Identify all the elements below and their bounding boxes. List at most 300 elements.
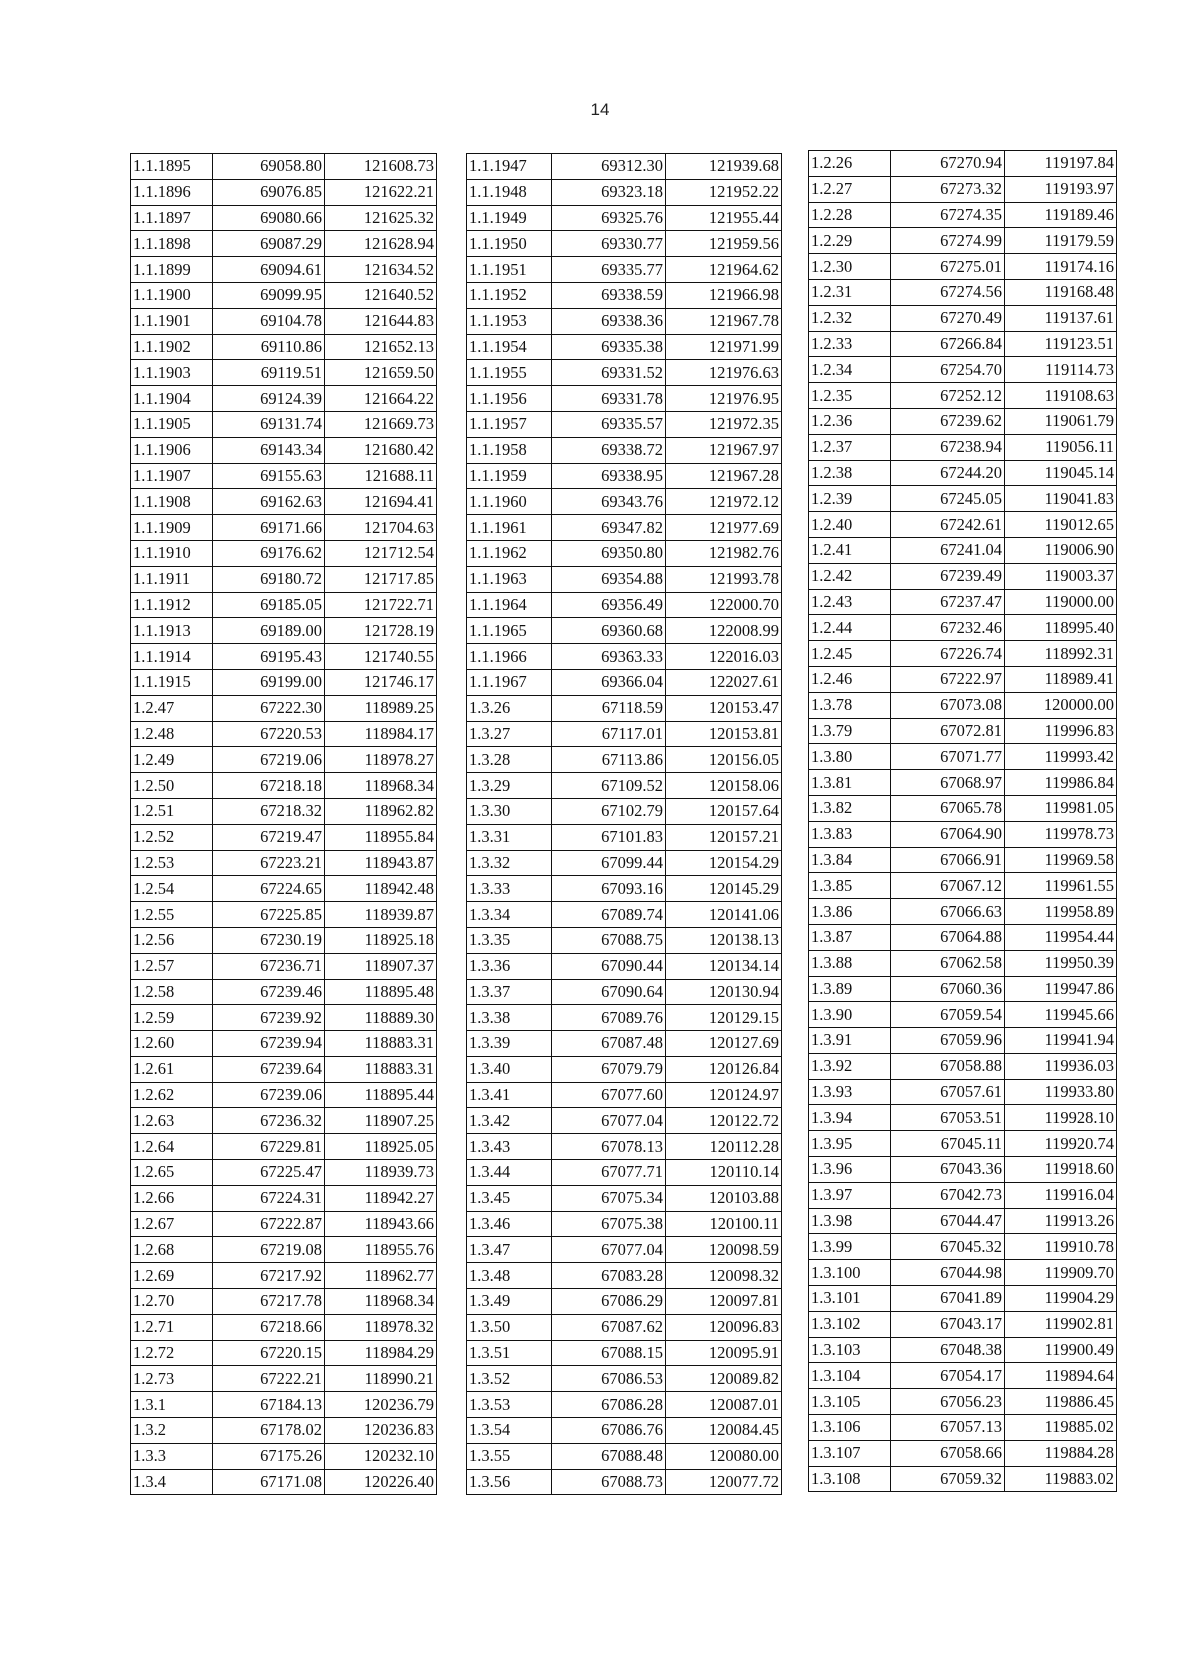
y-coordinate-cell: 120145.29: [666, 876, 782, 902]
x-coordinate-cell: 69155.63: [213, 463, 325, 489]
point-id-cell: 1.3.45: [467, 1185, 552, 1211]
table-row: [131, 566, 437, 592]
table-row: [809, 1079, 1117, 1105]
coordinates-table-1: [130, 153, 437, 1495]
point-id-cell: 1.2.48: [131, 721, 213, 747]
x-coordinate-cell: 69162.63: [213, 489, 325, 515]
x-coordinate-cell: 67043.36: [891, 1157, 1005, 1183]
table-row: [809, 279, 1117, 305]
point-id-cell: 1.2.41: [809, 537, 891, 563]
point-id-cell: 1.1.1915: [131, 669, 213, 695]
table-row: [131, 463, 437, 489]
x-coordinate-cell: 67043.17: [891, 1311, 1005, 1337]
point-id-cell: 1.3.98: [809, 1208, 891, 1234]
y-coordinate-cell: 119933.80: [1005, 1079, 1117, 1105]
table-row: [467, 334, 782, 360]
x-coordinate-cell: 69076.85: [213, 179, 325, 205]
x-coordinate-cell: 67223.21: [213, 850, 325, 876]
y-coordinate-cell: 121694.41: [325, 489, 437, 515]
x-coordinate-cell: 69143.34: [213, 437, 325, 463]
y-coordinate-cell: 119902.81: [1005, 1311, 1117, 1337]
y-coordinate-cell: 118895.48: [325, 979, 437, 1005]
table-row: [809, 1363, 1117, 1389]
table-row: [467, 360, 782, 386]
y-coordinate-cell: 119913.26: [1005, 1208, 1117, 1234]
point-id-cell: 1.2.54: [131, 876, 213, 902]
point-id-cell: 1.2.64: [131, 1134, 213, 1160]
x-coordinate-cell: 67054.17: [891, 1363, 1005, 1389]
y-coordinate-cell: 118889.30: [325, 1005, 437, 1031]
y-coordinate-cell: 120156.05: [666, 747, 782, 773]
point-id-cell: 1.2.39: [809, 486, 891, 512]
x-coordinate-cell: 67226.74: [891, 641, 1005, 667]
y-coordinate-cell: 119137.61: [1005, 305, 1117, 331]
table-row: [467, 927, 782, 953]
point-id-cell: 1.3.99: [809, 1234, 891, 1260]
y-coordinate-cell: 118990.21: [325, 1366, 437, 1392]
x-coordinate-cell: 69171.66: [213, 515, 325, 541]
point-id-cell: 1.3.106: [809, 1415, 891, 1441]
point-id-cell: 1.2.45: [809, 641, 891, 667]
x-coordinate-cell: 67041.89: [891, 1286, 1005, 1312]
table-row: [131, 695, 437, 721]
table-row: [131, 902, 437, 928]
point-id-cell: 1.2.69: [131, 1263, 213, 1289]
x-coordinate-cell: 67077.04: [552, 1108, 666, 1134]
point-id-cell: 1.2.40: [809, 512, 891, 538]
point-id-cell: 1.3.93: [809, 1079, 891, 1105]
y-coordinate-cell: 119993.42: [1005, 744, 1117, 770]
table-row: [131, 1392, 437, 1418]
y-coordinate-cell: 121952.22: [666, 179, 782, 205]
x-coordinate-cell: 67218.66: [213, 1314, 325, 1340]
y-coordinate-cell: 120077.72: [666, 1469, 782, 1495]
point-id-cell: 1.2.50: [131, 773, 213, 799]
point-id-cell: 1.2.46: [809, 666, 891, 692]
y-coordinate-cell: 121971.99: [666, 334, 782, 360]
y-coordinate-cell: 119954.44: [1005, 924, 1117, 950]
table-row: [131, 979, 437, 1005]
y-coordinate-cell: 120236.83: [325, 1418, 437, 1444]
x-coordinate-cell: 67178.02: [213, 1418, 325, 1444]
y-coordinate-cell: 118895.44: [325, 1082, 437, 1108]
y-coordinate-cell: 120138.13: [666, 927, 782, 953]
x-coordinate-cell: 67266.84: [891, 331, 1005, 357]
y-coordinate-cell: 121976.95: [666, 386, 782, 412]
point-id-cell: 1.1.1912: [131, 592, 213, 618]
x-coordinate-cell: 67239.62: [891, 408, 1005, 434]
point-id-cell: 1.3.94: [809, 1105, 891, 1131]
x-coordinate-cell: 67175.26: [213, 1443, 325, 1469]
y-coordinate-cell: 121976.63: [666, 360, 782, 386]
y-coordinate-cell: 118907.37: [325, 953, 437, 979]
table-row: [467, 1366, 782, 1392]
table-row: [467, 1160, 782, 1186]
x-coordinate-cell: 69199.00: [213, 669, 325, 695]
table-row: [467, 154, 782, 180]
y-coordinate-cell: 118978.27: [325, 747, 437, 773]
x-coordinate-cell: 69185.05: [213, 592, 325, 618]
y-coordinate-cell: 119168.48: [1005, 279, 1117, 305]
y-coordinate-cell: 121967.78: [666, 308, 782, 334]
x-coordinate-cell: 67072.81: [891, 718, 1005, 744]
table-row: [809, 692, 1117, 718]
table-row: [809, 615, 1117, 641]
y-coordinate-cell: 118955.84: [325, 824, 437, 850]
y-coordinate-cell: 118939.73: [325, 1160, 437, 1186]
x-coordinate-cell: 67254.70: [891, 357, 1005, 383]
point-id-cell: 1.1.1898: [131, 231, 213, 257]
x-coordinate-cell: 67059.96: [891, 1028, 1005, 1054]
table-row: [467, 669, 782, 695]
x-coordinate-cell: 67086.28: [552, 1392, 666, 1418]
point-id-cell: 1.2.59: [131, 1005, 213, 1031]
y-coordinate-cell: 119886.45: [1005, 1389, 1117, 1415]
point-id-cell: 1.3.102: [809, 1311, 891, 1337]
x-coordinate-cell: 67048.38: [891, 1337, 1005, 1363]
x-coordinate-cell: 67275.01: [891, 254, 1005, 280]
table-row: [131, 540, 437, 566]
table-row: [809, 770, 1117, 796]
x-coordinate-cell: 69331.52: [552, 360, 666, 386]
point-id-cell: 1.3.90: [809, 1002, 891, 1028]
x-coordinate-cell: 67236.71: [213, 953, 325, 979]
point-id-cell: 1.1.1895: [131, 154, 213, 180]
y-coordinate-cell: 121959.56: [666, 231, 782, 257]
table-row: [809, 1028, 1117, 1054]
x-coordinate-cell: 67086.76: [552, 1418, 666, 1444]
x-coordinate-cell: 67239.92: [213, 1005, 325, 1031]
x-coordinate-cell: 67225.85: [213, 902, 325, 928]
x-coordinate-cell: 67067.12: [891, 873, 1005, 899]
x-coordinate-cell: 67222.21: [213, 1366, 325, 1392]
table-row: [131, 1108, 437, 1134]
y-coordinate-cell: 119114.73: [1005, 357, 1117, 383]
table-row: [809, 1182, 1117, 1208]
x-coordinate-cell: 67232.46: [891, 615, 1005, 641]
x-coordinate-cell: 69338.36: [552, 308, 666, 334]
y-coordinate-cell: 119883.02: [1005, 1466, 1117, 1492]
x-coordinate-cell: 67044.98: [891, 1260, 1005, 1286]
point-id-cell: 1.1.1897: [131, 205, 213, 231]
y-coordinate-cell: 118968.34: [325, 773, 437, 799]
table-row: [131, 644, 437, 670]
point-id-cell: 1.3.97: [809, 1182, 891, 1208]
point-id-cell: 1.1.1914: [131, 644, 213, 670]
x-coordinate-cell: 67099.44: [552, 850, 666, 876]
y-coordinate-cell: 121652.13: [325, 334, 437, 360]
table-row: [131, 154, 437, 180]
table-row: [467, 282, 782, 308]
table-row: [809, 357, 1117, 383]
table-row: [467, 618, 782, 644]
table-row: [809, 847, 1117, 873]
table-row: [467, 1031, 782, 1057]
y-coordinate-cell: 121717.85: [325, 566, 437, 592]
x-coordinate-cell: 69338.59: [552, 282, 666, 308]
x-coordinate-cell: 69104.78: [213, 308, 325, 334]
y-coordinate-cell: 119885.02: [1005, 1415, 1117, 1441]
x-coordinate-cell: 67102.79: [552, 798, 666, 824]
x-coordinate-cell: 69312.30: [552, 154, 666, 180]
point-id-cell: 1.3.55: [467, 1443, 552, 1469]
x-coordinate-cell: 67171.08: [213, 1469, 325, 1495]
point-id-cell: 1.1.1956: [467, 386, 552, 412]
y-coordinate-cell: 119189.46: [1005, 202, 1117, 228]
table-row: [131, 282, 437, 308]
y-coordinate-cell: 121982.76: [666, 540, 782, 566]
table-row: [131, 1366, 437, 1392]
y-coordinate-cell: 121966.98: [666, 282, 782, 308]
x-coordinate-cell: 67066.91: [891, 847, 1005, 873]
x-coordinate-cell: 67093.16: [552, 876, 666, 902]
y-coordinate-cell: 120122.72: [666, 1108, 782, 1134]
y-coordinate-cell: 120127.69: [666, 1031, 782, 1057]
point-id-cell: 1.1.1953: [467, 308, 552, 334]
y-coordinate-cell: 120153.47: [666, 695, 782, 721]
x-coordinate-cell: 69176.62: [213, 540, 325, 566]
point-id-cell: 1.2.55: [131, 902, 213, 928]
table-row: [467, 179, 782, 205]
table-row: [809, 537, 1117, 563]
point-id-cell: 1.3.103: [809, 1337, 891, 1363]
table-row: [467, 540, 782, 566]
y-coordinate-cell: 121680.42: [325, 437, 437, 463]
point-id-cell: 1.3.29: [467, 773, 552, 799]
x-coordinate-cell: 67089.76: [552, 1005, 666, 1031]
point-id-cell: 1.3.105: [809, 1389, 891, 1415]
table-row: [131, 1237, 437, 1263]
x-coordinate-cell: 67236.32: [213, 1108, 325, 1134]
x-coordinate-cell: 67086.29: [552, 1289, 666, 1315]
table-row: [467, 1237, 782, 1263]
table-row: [809, 1466, 1117, 1492]
x-coordinate-cell: 67241.04: [891, 537, 1005, 563]
x-coordinate-cell: 69363.33: [552, 644, 666, 670]
table-row: [467, 308, 782, 334]
y-coordinate-cell: 121634.52: [325, 257, 437, 283]
x-coordinate-cell: 67077.71: [552, 1160, 666, 1186]
table-row: [131, 824, 437, 850]
y-coordinate-cell: 122027.61: [666, 669, 782, 695]
point-id-cell: 1.1.1909: [131, 515, 213, 541]
table-row: [131, 721, 437, 747]
x-coordinate-cell: 67101.83: [552, 824, 666, 850]
y-coordinate-cell: 118992.31: [1005, 641, 1117, 667]
x-coordinate-cell: 69080.66: [213, 205, 325, 231]
x-coordinate-cell: 67075.34: [552, 1185, 666, 1211]
point-id-cell: 1.2.52: [131, 824, 213, 850]
y-coordinate-cell: 121972.35: [666, 411, 782, 437]
y-coordinate-cell: 119000.00: [1005, 589, 1117, 615]
y-coordinate-cell: 121669.73: [325, 411, 437, 437]
x-coordinate-cell: 69331.78: [552, 386, 666, 412]
point-id-cell: 1.3.86: [809, 899, 891, 925]
x-coordinate-cell: 67217.78: [213, 1289, 325, 1315]
x-coordinate-cell: 69087.29: [213, 231, 325, 257]
y-coordinate-cell: 118883.31: [325, 1031, 437, 1057]
point-id-cell: 1.1.1966: [467, 644, 552, 670]
table-row: [131, 386, 437, 412]
point-id-cell: 1.3.32: [467, 850, 552, 876]
y-coordinate-cell: 120095.91: [666, 1340, 782, 1366]
point-id-cell: 1.2.62: [131, 1082, 213, 1108]
table-row: [131, 1418, 437, 1444]
y-coordinate-cell: 120098.59: [666, 1237, 782, 1263]
point-id-cell: 1.3.38: [467, 1005, 552, 1031]
table-row: [809, 1286, 1117, 1312]
x-coordinate-cell: 67218.18: [213, 773, 325, 799]
point-id-cell: 1.3.107: [809, 1440, 891, 1466]
y-coordinate-cell: 119958.89: [1005, 899, 1117, 925]
y-coordinate-cell: 119012.65: [1005, 512, 1117, 538]
y-coordinate-cell: 121625.32: [325, 205, 437, 231]
table-row: [467, 1005, 782, 1031]
y-coordinate-cell: 118984.17: [325, 721, 437, 747]
y-coordinate-cell: 119197.84: [1005, 151, 1117, 177]
y-coordinate-cell: 119003.37: [1005, 563, 1117, 589]
point-id-cell: 1.1.1913: [131, 618, 213, 644]
point-id-cell: 1.3.56: [467, 1469, 552, 1495]
x-coordinate-cell: 67274.35: [891, 202, 1005, 228]
x-coordinate-cell: 67088.73: [552, 1469, 666, 1495]
x-coordinate-cell: 67087.48: [552, 1031, 666, 1057]
y-coordinate-cell: 120097.81: [666, 1289, 782, 1315]
point-id-cell: 1.2.28: [809, 202, 891, 228]
table-row: [131, 437, 437, 463]
y-coordinate-cell: 118978.32: [325, 1314, 437, 1340]
y-coordinate-cell: 119045.14: [1005, 460, 1117, 486]
y-coordinate-cell: 119006.90: [1005, 537, 1117, 563]
x-coordinate-cell: 67064.90: [891, 821, 1005, 847]
x-coordinate-cell: 67219.06: [213, 747, 325, 773]
table-row: [809, 641, 1117, 667]
point-id-cell: 1.1.1905: [131, 411, 213, 437]
y-coordinate-cell: 121608.73: [325, 154, 437, 180]
point-id-cell: 1.3.41: [467, 1082, 552, 1108]
y-coordinate-cell: 120232.10: [325, 1443, 437, 1469]
x-coordinate-cell: 67239.94: [213, 1031, 325, 1057]
point-id-cell: 1.3.91: [809, 1028, 891, 1054]
table-row: [809, 563, 1117, 589]
point-id-cell: 1.3.101: [809, 1286, 891, 1312]
y-coordinate-cell: 120110.14: [666, 1160, 782, 1186]
point-id-cell: 1.3.54: [467, 1418, 552, 1444]
y-coordinate-cell: 118883.31: [325, 1056, 437, 1082]
x-coordinate-cell: 69189.00: [213, 618, 325, 644]
y-coordinate-cell: 121628.94: [325, 231, 437, 257]
table-row: [809, 1234, 1117, 1260]
table-row: [809, 899, 1117, 925]
x-coordinate-cell: 67225.47: [213, 1160, 325, 1186]
x-coordinate-cell: 67088.48: [552, 1443, 666, 1469]
x-coordinate-cell: 67230.19: [213, 927, 325, 953]
x-coordinate-cell: 67224.65: [213, 876, 325, 902]
point-id-cell: 1.3.87: [809, 924, 891, 950]
table-row: [131, 773, 437, 799]
y-coordinate-cell: 120080.00: [666, 1443, 782, 1469]
table-row: [467, 1469, 782, 1495]
table-row: [467, 1443, 782, 1469]
point-id-cell: 1.2.47: [131, 695, 213, 721]
point-id-cell: 1.2.60: [131, 1031, 213, 1057]
table-row: [467, 1289, 782, 1315]
x-coordinate-cell: 67071.77: [891, 744, 1005, 770]
y-coordinate-cell: 118989.41: [1005, 666, 1117, 692]
x-coordinate-cell: 67057.61: [891, 1079, 1005, 1105]
x-coordinate-cell: 69330.77: [552, 231, 666, 257]
point-id-cell: 1.3.26: [467, 695, 552, 721]
point-id-cell: 1.1.1967: [467, 669, 552, 695]
x-coordinate-cell: 69094.61: [213, 257, 325, 283]
point-id-cell: 1.3.36: [467, 953, 552, 979]
point-id-cell: 1.1.1952: [467, 282, 552, 308]
x-coordinate-cell: 67239.49: [891, 563, 1005, 589]
x-coordinate-cell: 67088.75: [552, 927, 666, 953]
x-coordinate-cell: 67220.53: [213, 721, 325, 747]
page-number: 14: [590, 100, 610, 119]
y-coordinate-cell: 120124.97: [666, 1082, 782, 1108]
point-id-cell: 1.2.67: [131, 1211, 213, 1237]
x-coordinate-cell: 67117.01: [552, 721, 666, 747]
x-coordinate-cell: 69099.95: [213, 282, 325, 308]
table-row: [809, 666, 1117, 692]
y-coordinate-cell: 118943.87: [325, 850, 437, 876]
table-row: [467, 489, 782, 515]
table-row: [131, 1005, 437, 1031]
y-coordinate-cell: 120226.40: [325, 1469, 437, 1495]
table-row: [131, 747, 437, 773]
y-coordinate-cell: 120153.81: [666, 721, 782, 747]
point-id-cell: 1.1.1961: [467, 515, 552, 541]
x-coordinate-cell: 67056.23: [891, 1389, 1005, 1415]
point-id-cell: 1.3.40: [467, 1056, 552, 1082]
x-coordinate-cell: 69195.43: [213, 644, 325, 670]
x-coordinate-cell: 69335.57: [552, 411, 666, 437]
point-id-cell: 1.3.37: [467, 979, 552, 1005]
table-row: [467, 876, 782, 902]
table-row: [809, 795, 1117, 821]
table-row: [131, 953, 437, 979]
y-coordinate-cell: 120157.21: [666, 824, 782, 850]
x-coordinate-cell: 69360.68: [552, 618, 666, 644]
x-coordinate-cell: 69058.80: [213, 154, 325, 180]
table-row: [467, 824, 782, 850]
table-row: [467, 902, 782, 928]
point-id-cell: 1.2.66: [131, 1185, 213, 1211]
point-id-cell: 1.2.71: [131, 1314, 213, 1340]
point-id-cell: 1.3.42: [467, 1108, 552, 1134]
y-coordinate-cell: 122016.03: [666, 644, 782, 670]
table-row: [467, 1134, 782, 1160]
table-row: [131, 1056, 437, 1082]
point-id-cell: 1.2.70: [131, 1289, 213, 1315]
table-row: [131, 1031, 437, 1057]
table-row: [467, 1314, 782, 1340]
table-row: [131, 515, 437, 541]
y-coordinate-cell: 121712.54: [325, 540, 437, 566]
point-id-cell: 1.3.35: [467, 927, 552, 953]
y-coordinate-cell: 118907.25: [325, 1108, 437, 1134]
point-id-cell: 1.2.56: [131, 927, 213, 953]
table-row: [809, 1337, 1117, 1363]
table-row: [467, 1082, 782, 1108]
table-row: [467, 463, 782, 489]
y-coordinate-cell: 119041.83: [1005, 486, 1117, 512]
point-id-cell: 1.3.108: [809, 1466, 891, 1492]
y-coordinate-cell: 118939.87: [325, 902, 437, 928]
x-coordinate-cell: 67058.66: [891, 1440, 1005, 1466]
